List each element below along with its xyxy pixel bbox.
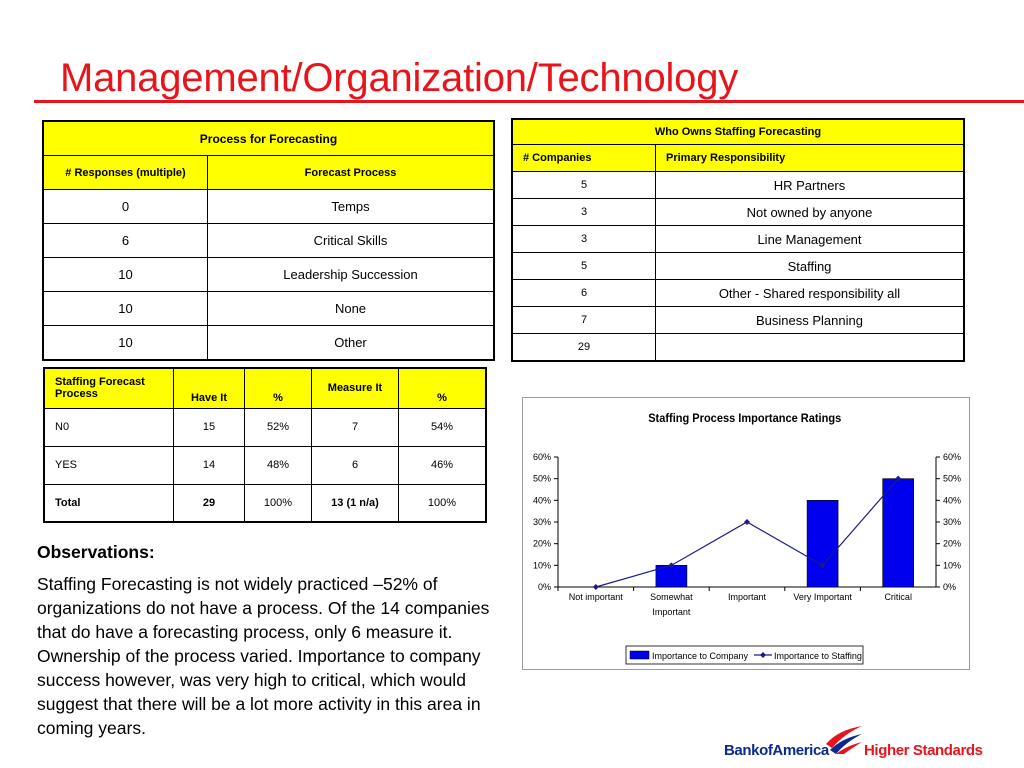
column-header: Measure It — [312, 368, 399, 408]
table-cell: 14 — [174, 446, 245, 484]
observations-body: Staffing Forecasting is not widely practiced –52% of organizations do not have a process. Of the 14 companies that do have a forecasting process, only 6 measure it. Ownership of the process varied. Importance to company success however, was very high to critical, which would suggest that there will be a lot more activity in this area in coming years. — [37, 574, 490, 738]
column-header: Have It — [174, 368, 245, 408]
page-title: Management/Organization/Technology — [60, 56, 739, 100]
table-cell: 100% — [399, 484, 487, 522]
logo-brand — [724, 742, 829, 759]
y-tick-label-left: 50% — [532, 473, 551, 484]
table-cell: 29 — [512, 334, 656, 362]
x-tick-label-line2: Important — [652, 607, 691, 617]
y-tick-label-right: 50% — [943, 473, 962, 484]
table-row — [512, 307, 964, 334]
table-cell: HR Partners — [656, 172, 965, 199]
table-row — [44, 484, 486, 522]
table-cell: 29 — [174, 484, 245, 522]
x-tick-label: Critical — [884, 592, 912, 602]
table-cell: 13 (1 n/a) — [312, 484, 399, 522]
table-cell: 7 — [512, 307, 656, 334]
table-cell: Critical Skills — [208, 224, 495, 258]
y-tick-label-right: 60% — [943, 452, 962, 462]
process-summary-table — [43, 367, 487, 523]
table-title: Process for Forecasting — [43, 121, 494, 156]
logo-tagline: Higher Standards — [864, 742, 983, 759]
table-cell: N0 — [44, 408, 174, 446]
table-cell: None — [208, 292, 495, 326]
y-tick-label-left: 30% — [532, 517, 551, 527]
table-row — [512, 199, 964, 226]
table-row — [44, 446, 486, 484]
table-cell: 10 — [43, 292, 208, 326]
table-cell: 100% — [245, 484, 312, 522]
table-cell: 46% — [399, 446, 487, 484]
y-tick-label-right: 20% — [943, 538, 962, 549]
table-cell: 10 — [43, 258, 208, 292]
table-cell: 0 — [43, 190, 208, 224]
table-cell: Line Management — [656, 226, 965, 253]
x-tick-label: Somewhat — [650, 592, 693, 602]
line-series — [596, 479, 898, 587]
table-row — [512, 334, 964, 362]
bar — [883, 479, 914, 587]
table-row — [512, 172, 964, 199]
y-tick-label-left: 20% — [532, 538, 551, 549]
table-row — [43, 326, 494, 361]
observations-heading: Observations: — [37, 542, 155, 562]
legend-label: Importance to Staffing — [774, 651, 862, 661]
legend-swatch-bar — [630, 651, 649, 659]
column-header: Staffing Forecast Process — [44, 368, 174, 408]
table-cell: Leadership Succession — [208, 258, 495, 292]
table-cell: 48% — [245, 446, 312, 484]
y-tick-label-left: 10% — [532, 560, 551, 571]
table-cell: Total — [44, 484, 174, 522]
table-row — [43, 190, 494, 224]
column-header: % — [399, 368, 487, 408]
y-tick-label-right: 40% — [943, 495, 962, 506]
table-cell: YES — [44, 446, 174, 484]
y-tick-label-left: 40% — [532, 495, 551, 506]
table-cell: Staffing — [656, 253, 965, 280]
table-cell: 54% — [399, 408, 487, 446]
chart-title: Staffing Process Importance Ratings — [648, 412, 842, 426]
x-tick-label: Very Important — [793, 592, 852, 602]
y-tick-label-right: 10% — [943, 560, 962, 571]
importance-chart — [522, 397, 970, 670]
table-cell: 7 — [312, 408, 399, 446]
column-header: # Companies — [512, 145, 656, 172]
owners-table — [511, 118, 965, 362]
table-cell: 3 — [512, 199, 656, 226]
table-row — [44, 408, 486, 446]
table-row — [43, 224, 494, 258]
table-cell: 5 — [512, 172, 656, 199]
y-tick-label-left: 0% — [537, 582, 551, 592]
bar — [807, 500, 838, 587]
column-header: % — [245, 368, 312, 408]
table-cell: Other - Shared responsibility all — [656, 280, 965, 307]
table-row — [512, 280, 964, 307]
table-title: Who Owns Staffing Forecasting — [512, 119, 964, 145]
y-tick-label-right: 0% — [943, 582, 957, 592]
y-tick-label-left: 60% — [532, 452, 551, 462]
column-header: Forecast Process — [208, 156, 495, 190]
table-cell: 6 — [312, 446, 399, 484]
observations — [37, 540, 512, 740]
table-row — [512, 253, 964, 280]
table-cell: 15 — [174, 408, 245, 446]
table-cell: 3 — [512, 226, 656, 253]
y-tick-label-right: 30% — [943, 517, 962, 527]
table-row — [512, 226, 964, 253]
table-cell: Not owned by anyone — [656, 199, 965, 226]
chart-svg — [523, 398, 969, 669]
x-tick-label: Important — [727, 592, 767, 602]
table-cell — [656, 334, 965, 362]
table-row — [43, 258, 494, 292]
logo-brand-text: BankofAmerica — [724, 742, 829, 759]
table-cell: 52% — [245, 408, 312, 446]
table-row — [43, 292, 494, 326]
table-cell: 6 — [512, 280, 656, 307]
table-cell: 5 — [512, 253, 656, 280]
table-cell: Other — [208, 326, 495, 361]
table-cell: Temps — [208, 190, 495, 224]
x-tick-label: Not important — [568, 592, 623, 602]
forecast-process-table — [42, 120, 495, 361]
table-cell: Business Planning — [656, 307, 965, 334]
line-point — [744, 519, 750, 525]
legend-label: Importance to Company — [652, 651, 749, 661]
bank-of-america-logo — [724, 720, 1004, 764]
title-underline — [34, 100, 1024, 103]
line-point — [593, 584, 599, 590]
table-cell: 10 — [43, 326, 208, 361]
column-header: # Responses (multiple) — [43, 156, 208, 190]
table-cell: 6 — [43, 224, 208, 258]
flag-icon — [824, 724, 864, 754]
column-header: Primary Responsibility — [656, 145, 965, 172]
